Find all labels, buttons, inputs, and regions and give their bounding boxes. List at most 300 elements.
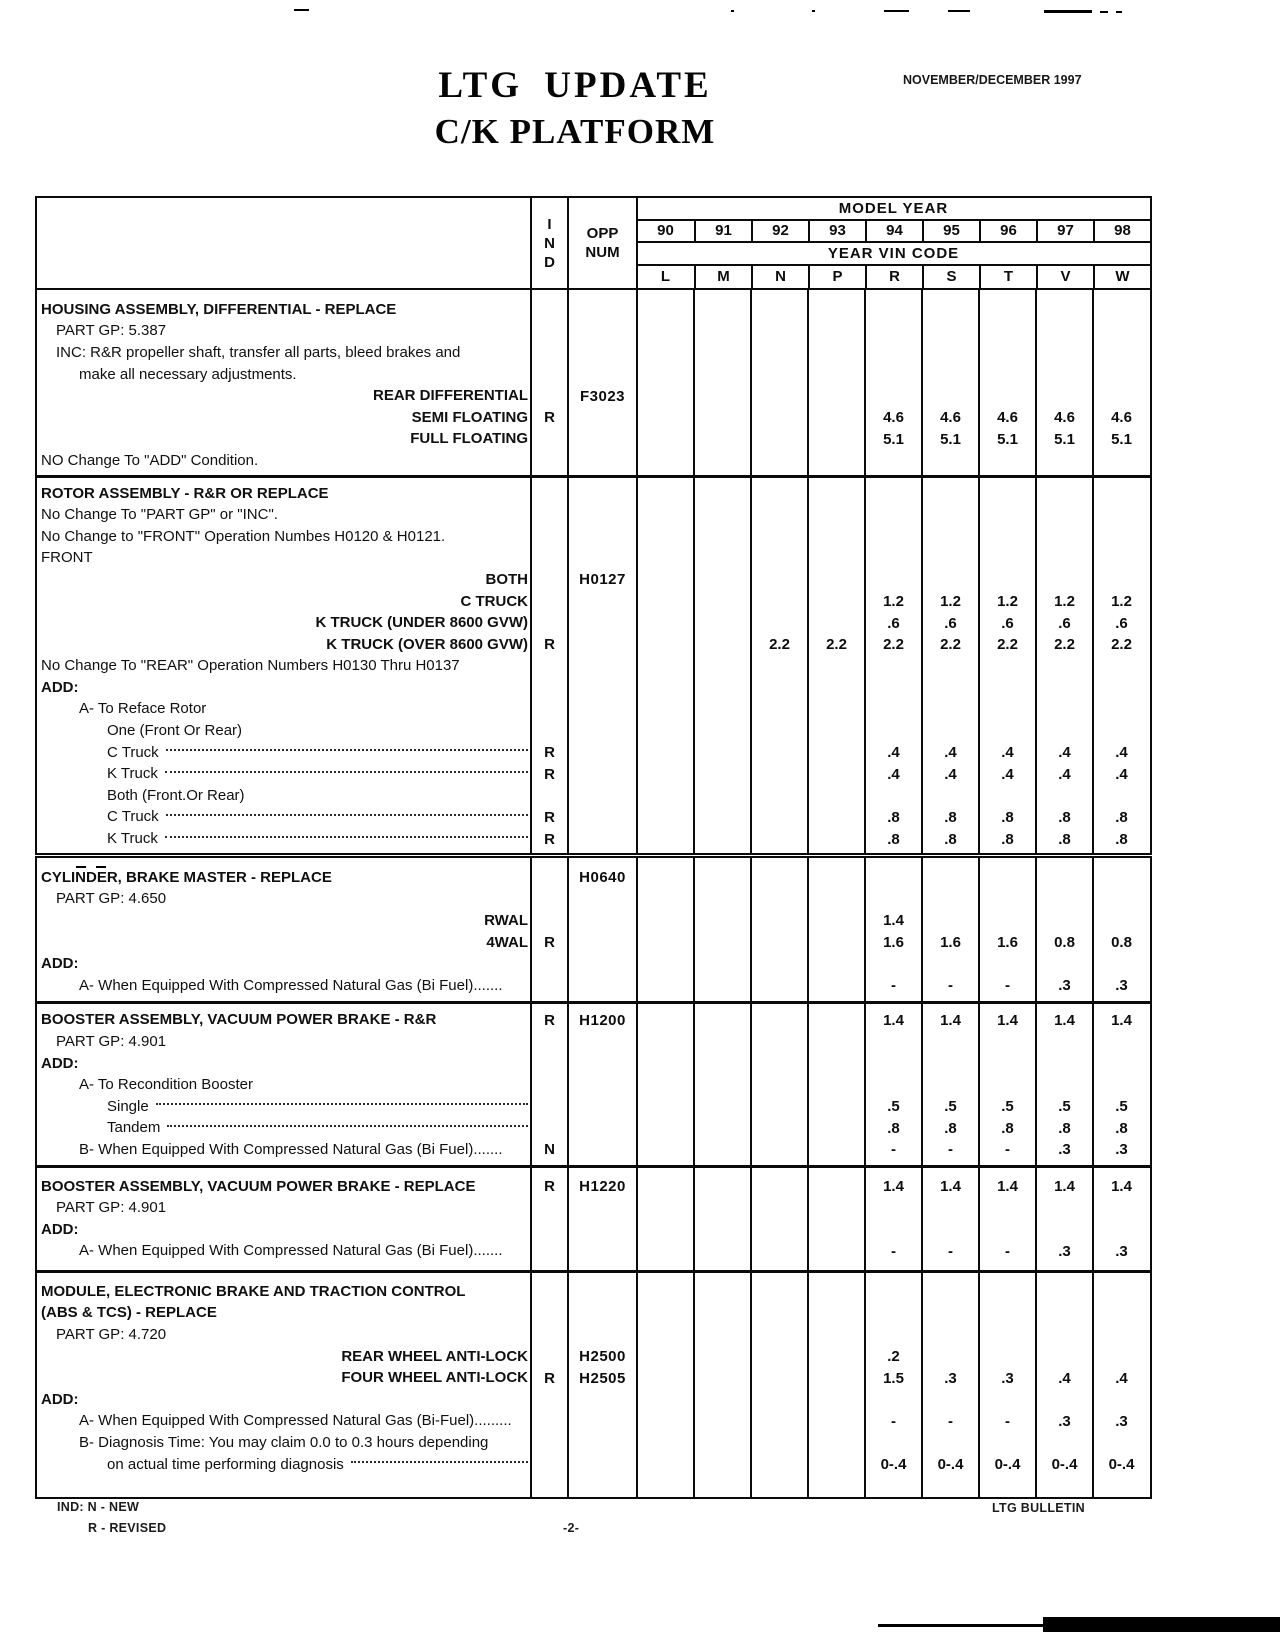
value-cell (637, 429, 694, 451)
value-cell (808, 591, 865, 613)
value-cell (922, 1053, 979, 1075)
value-cell: 1.2 (997, 593, 1018, 611)
row-label-cell (37, 656, 531, 678)
value-cell (1036, 548, 1093, 570)
value-cell (694, 1118, 751, 1140)
value-cell (694, 932, 751, 954)
table-row (37, 1074, 1150, 1096)
value-cell (1036, 889, 1093, 911)
value-cell (808, 932, 865, 954)
value-cell (922, 483, 979, 505)
ind-column-header (531, 198, 568, 288)
value-cell (694, 656, 751, 678)
row-label: HOUSING ASSEMBLY, DIFFERENTIAL - REPLACE (41, 300, 397, 318)
opp-num-cell (568, 889, 637, 911)
row-label-cell (37, 1281, 531, 1303)
row-label: FRONT (41, 549, 93, 567)
value-cell (1036, 526, 1093, 548)
value-cell (694, 1324, 751, 1346)
opp-num-cell (568, 429, 637, 451)
value-cell (1093, 1031, 1150, 1053)
row-label-cell (37, 1303, 531, 1325)
value-cell (1036, 1346, 1093, 1368)
value-cell (751, 1324, 808, 1346)
row-label-cell (37, 342, 531, 364)
value-cell (751, 526, 808, 548)
value-cell (1093, 342, 1150, 364)
opp-num-cell (568, 504, 637, 526)
ind-cell (531, 1096, 568, 1118)
value-cell (922, 720, 979, 742)
row-label-cell (37, 1411, 531, 1433)
row-label-cell (37, 1346, 531, 1368)
value-cell (694, 867, 751, 889)
value-cell (865, 364, 922, 386)
value-cell (1093, 1074, 1150, 1096)
value-cell (865, 867, 922, 889)
value-cell (1036, 1281, 1093, 1303)
value-cell (694, 526, 751, 548)
value-cell: .8 (1115, 830, 1128, 848)
value-cell (865, 1219, 922, 1241)
value-cell: .4 (1115, 765, 1128, 783)
value-cell: .4 (1115, 1369, 1128, 1387)
value-cell: .3 (1115, 1242, 1128, 1260)
value-cell (751, 889, 808, 911)
value-cell: 0.8 (1111, 934, 1132, 952)
value-cell (694, 548, 751, 570)
value-cell (808, 889, 865, 911)
opp-num-cell (568, 483, 637, 505)
value-cell (751, 483, 808, 505)
value-cell: 1.2 (1111, 593, 1132, 611)
vin-code-label: YEAR VIN CODE (637, 243, 1150, 266)
scan-artifact (1043, 1617, 1280, 1632)
ind-letter: D (544, 253, 555, 271)
value-cell (1036, 699, 1093, 721)
value-cell (808, 1303, 865, 1325)
value-cell (694, 364, 751, 386)
value-cell (637, 1010, 694, 1032)
value-cell (637, 526, 694, 548)
value-cell (637, 975, 694, 997)
value-cell (808, 569, 865, 591)
leader-dots (166, 814, 528, 816)
value-cell (637, 385, 694, 407)
value-cell (637, 407, 694, 429)
value-cell: .4 (944, 744, 957, 762)
row-label-cell (37, 1010, 531, 1032)
value-cell (637, 1219, 694, 1241)
value-cell (865, 785, 922, 807)
scan-artifact (878, 1624, 1050, 1627)
value-cell (808, 1176, 865, 1198)
table-row (37, 1176, 1150, 1198)
leader-dots (167, 1125, 528, 1127)
opp-num-cell (568, 526, 637, 548)
value-cell: - (1005, 1412, 1010, 1430)
value-cell: 4.6 (1111, 409, 1132, 427)
table-header (37, 198, 1150, 290)
value-cell (979, 1346, 1036, 1368)
row-label: FULL FLOATING (410, 430, 528, 448)
row-label: K Truck (107, 830, 158, 848)
row-label: on actual time performing diagnosis (107, 1455, 344, 1473)
table-row (37, 526, 1150, 548)
row-label-cell (37, 807, 531, 829)
value-cell (1036, 450, 1093, 472)
value-cell: .6 (1001, 614, 1014, 632)
value-cell (751, 828, 808, 850)
table-row (37, 785, 1150, 807)
row-label-cell (37, 504, 531, 526)
vin-code-cell: M (694, 266, 751, 289)
value-cell (1093, 677, 1150, 699)
vin-code-cell: N (751, 266, 808, 289)
value-cell: .8 (944, 830, 957, 848)
table-row (37, 450, 1150, 472)
value-cell (808, 342, 865, 364)
value-cell (751, 910, 808, 932)
value-cell: - (1005, 1242, 1010, 1260)
table-row (37, 548, 1150, 570)
table-row (37, 1367, 1150, 1389)
value-cell (1036, 677, 1093, 699)
ind-cell (531, 1219, 568, 1241)
value-cell (922, 569, 979, 591)
row-label-cell (37, 1241, 531, 1263)
value-cell: .8 (1001, 1119, 1014, 1137)
value-cell: .3 (1058, 1141, 1071, 1159)
value-cell (694, 1411, 751, 1433)
value-cell (979, 785, 1036, 807)
table-row (37, 720, 1150, 742)
value-cell (751, 385, 808, 407)
value-cell (1093, 483, 1150, 505)
value-cell (637, 1281, 694, 1303)
value-cell (637, 591, 694, 613)
value-cell (922, 1303, 979, 1325)
table-row (37, 677, 1150, 699)
value-cell (694, 385, 751, 407)
value-cell (694, 450, 751, 472)
row-label-cell (37, 1118, 531, 1140)
value-cell (1036, 1432, 1093, 1454)
value-cell: .8 (887, 830, 900, 848)
row-label: K TRUCK (UNDER 8600 GVW) (315, 614, 528, 632)
value-cell (637, 1031, 694, 1053)
ind-cell (531, 910, 568, 932)
row-label-cell (37, 763, 531, 785)
vin-code-cell: L (660, 268, 671, 286)
value-cell (979, 364, 1036, 386)
value-cell (979, 450, 1036, 472)
value-cell (1093, 953, 1150, 975)
table-row (37, 1241, 1150, 1263)
table-row (37, 1389, 1150, 1411)
value-cell (694, 910, 751, 932)
model-year-label: MODEL YEAR (637, 198, 1150, 221)
value-cell (751, 1010, 808, 1032)
ind-legend-line-2: R - REVISED (88, 1521, 167, 1535)
ind-cell (531, 1053, 568, 1075)
table-row (37, 699, 1150, 721)
opp-num-cell (568, 677, 637, 699)
opp-num-cell (568, 407, 637, 429)
table-row (37, 742, 1150, 764)
ind-cell (531, 385, 568, 407)
value-cell (637, 321, 694, 343)
opp-num-cell (568, 1118, 637, 1140)
opp-num-cell (568, 1432, 637, 1454)
opp-num-cell (568, 612, 637, 634)
value-cell (694, 1346, 751, 1368)
value-cell (808, 807, 865, 829)
value-cell: 2.2 (1054, 636, 1075, 654)
value-cell (808, 742, 865, 764)
value-cell (922, 677, 979, 699)
ind-cell: R (544, 744, 555, 762)
table-section (37, 858, 1150, 1001)
value-cell: .3 (1115, 977, 1128, 995)
value-cell (637, 342, 694, 364)
value-cell (751, 1411, 808, 1433)
value-cell (751, 504, 808, 526)
opp-num-cell (568, 932, 637, 954)
row-label-cell (37, 1139, 531, 1161)
value-cell (694, 1389, 751, 1411)
ind-cell (531, 656, 568, 678)
value-cell (1093, 656, 1150, 678)
ind-cell (531, 720, 568, 742)
value-cell (808, 975, 865, 997)
value-cell (637, 867, 694, 889)
value-cell (694, 634, 751, 656)
scan-artifact (294, 9, 309, 11)
opp-num-cell (568, 1303, 637, 1325)
value-cell: .3 (1115, 1141, 1128, 1159)
ind-cell (531, 889, 568, 911)
ind-cell: R (544, 830, 555, 848)
year-header-cell: 94 (865, 221, 922, 242)
value-cell (751, 612, 808, 634)
row-label-cell (37, 548, 531, 570)
value-cell (751, 1281, 808, 1303)
table-row (37, 1303, 1150, 1325)
scan-artifact (948, 10, 970, 12)
scan-artifact (1100, 11, 1108, 13)
table-section (37, 1270, 1150, 1497)
ind-cell (531, 548, 568, 570)
table-row (37, 763, 1150, 785)
row-label: C Truck (107, 743, 159, 761)
vin-code-cell: R (865, 266, 922, 289)
row-label-cell (37, 321, 531, 343)
value-cell (1036, 364, 1093, 386)
row-label-cell (37, 1031, 531, 1053)
value-cell (922, 867, 979, 889)
row-label-cell (37, 1053, 531, 1075)
value-cell (1036, 504, 1093, 526)
value-cell (694, 612, 751, 634)
value-cell (1093, 526, 1150, 548)
value-cell (1036, 1031, 1093, 1053)
value-cell (865, 1281, 922, 1303)
value-cell (865, 1053, 922, 1075)
value-cell (694, 785, 751, 807)
row-label-cell (37, 953, 531, 975)
bulletin-label: LTG BULLETIN (992, 1501, 1085, 1515)
value-cell (808, 1031, 865, 1053)
value-cell (1093, 1281, 1150, 1303)
value-cell (808, 953, 865, 975)
value-cell: 1.4 (883, 912, 904, 930)
table-row (37, 828, 1150, 850)
ind-cell (531, 450, 568, 472)
ind-cell (531, 975, 568, 997)
ind-cell (531, 785, 568, 807)
row-label: CYLINDER, BRAKE MASTER - REPLACE (41, 868, 332, 886)
value-cell (922, 450, 979, 472)
year-header-cell: 98 (1093, 221, 1150, 242)
value-cell (694, 742, 751, 764)
value-cell (637, 1346, 694, 1368)
value-cell: .5 (1001, 1098, 1014, 1116)
value-cell (865, 720, 922, 742)
row-label-cell (37, 677, 531, 699)
value-cell (751, 656, 808, 678)
row-label: make all necessary adjustments. (79, 365, 297, 383)
value-cell (751, 429, 808, 451)
year-header-cell: 92 (751, 221, 808, 242)
opp-num-cell: H2500 (579, 1348, 626, 1366)
value-cell (694, 1176, 751, 1198)
row-label: ROTOR ASSEMBLY - R&R OR REPLACE (41, 484, 329, 502)
value-cell: .5 (944, 1098, 957, 1116)
title-line-1: LTG UPDATE (438, 65, 712, 106)
ind-cell: R (544, 808, 555, 826)
value-cell (751, 1432, 808, 1454)
table-row (37, 612, 1150, 634)
value-cell (979, 677, 1036, 699)
value-cell (637, 548, 694, 570)
value-cell (979, 321, 1036, 343)
ind-cell (531, 591, 568, 613)
value-cell: 1.4 (997, 1178, 1018, 1196)
year-header-cell: 97 (1036, 221, 1093, 242)
value-cell (751, 975, 808, 997)
value-cell: .8 (1058, 1119, 1071, 1137)
value-cell (865, 1303, 922, 1325)
value-cell (808, 321, 865, 343)
ind-cell (531, 1241, 568, 1263)
row-label-cell (37, 867, 531, 889)
value-cell (808, 1346, 865, 1368)
value-cell (865, 656, 922, 678)
value-cell (979, 1324, 1036, 1346)
value-cell (694, 321, 751, 343)
value-cell (637, 742, 694, 764)
value-cell (922, 526, 979, 548)
value-cell (865, 385, 922, 407)
leader-dots (165, 771, 528, 773)
value-cell: 5.1 (1054, 430, 1075, 448)
row-label: PART GP: 4.650 (56, 890, 167, 908)
value-cell: 1.4 (883, 1178, 904, 1196)
value-cell: .2 (887, 1348, 900, 1366)
value-cell (979, 569, 1036, 591)
ind-cell (531, 1324, 568, 1346)
row-label: A- When Equipped With Compressed Natural Gas (Bi Fuel)....... (79, 1242, 503, 1260)
table-row (37, 1031, 1150, 1053)
row-label: ADD: (41, 1390, 79, 1408)
title-line-2: C/K PLATFORM (434, 112, 716, 151)
opp-num-cell: F3023 (579, 387, 626, 405)
value-cell (979, 720, 1036, 742)
rate-table-lower (35, 856, 1152, 1499)
value-cell (808, 1324, 865, 1346)
row-label: No Change To "REAR" Operation Numbers H0130 Thru H0137 (41, 657, 460, 675)
value-cell (808, 867, 865, 889)
value-cell (922, 1074, 979, 1096)
opp-num-cell (568, 548, 637, 570)
row-label-cell (37, 932, 531, 954)
value-cell (1093, 910, 1150, 932)
value-cell: 1.6 (940, 934, 961, 952)
table-row (37, 656, 1150, 678)
value-cell (808, 364, 865, 386)
ind-cell (531, 1389, 568, 1411)
value-cell: 2.2 (769, 636, 790, 654)
value-cell (808, 1367, 865, 1389)
value-cell (1093, 1346, 1150, 1368)
rate-table-upper (35, 196, 1152, 855)
table-row (37, 634, 1150, 656)
opp-num-cell (568, 1411, 637, 1433)
row-label-cell (37, 569, 531, 591)
row-label-cell (37, 699, 531, 721)
table-row (37, 889, 1150, 911)
opp-num-cell (568, 634, 637, 656)
value-cell (979, 1432, 1036, 1454)
vin-code-cell: T (979, 266, 1036, 289)
value-cell: .3 (1001, 1369, 1014, 1387)
row-label-cell (37, 634, 531, 656)
table-row (37, 1096, 1150, 1118)
value-cell (637, 1324, 694, 1346)
value-cell (979, 1303, 1036, 1325)
value-cell: .3 (1115, 1412, 1128, 1430)
value-cell (637, 1074, 694, 1096)
value-cell (637, 1389, 694, 1411)
value-cell (865, 1074, 922, 1096)
value-cell: .8 (1001, 830, 1014, 848)
value-cell: .6 (1058, 614, 1071, 632)
value-cell (637, 828, 694, 850)
ind-cell (531, 1411, 568, 1433)
row-label: B- Diagnosis Time: You may claim 0.0 to 0.3 hours depending (79, 1434, 489, 1452)
value-cell: - (948, 1242, 953, 1260)
value-cell (637, 953, 694, 975)
ind-cell (531, 1346, 568, 1368)
value-cell: .8 (1001, 808, 1014, 826)
value-cell (694, 483, 751, 505)
row-label-cell (37, 450, 531, 472)
table-row (37, 591, 1150, 613)
table-row (37, 569, 1150, 591)
value-cell (979, 1219, 1036, 1241)
value-cell (694, 763, 751, 785)
